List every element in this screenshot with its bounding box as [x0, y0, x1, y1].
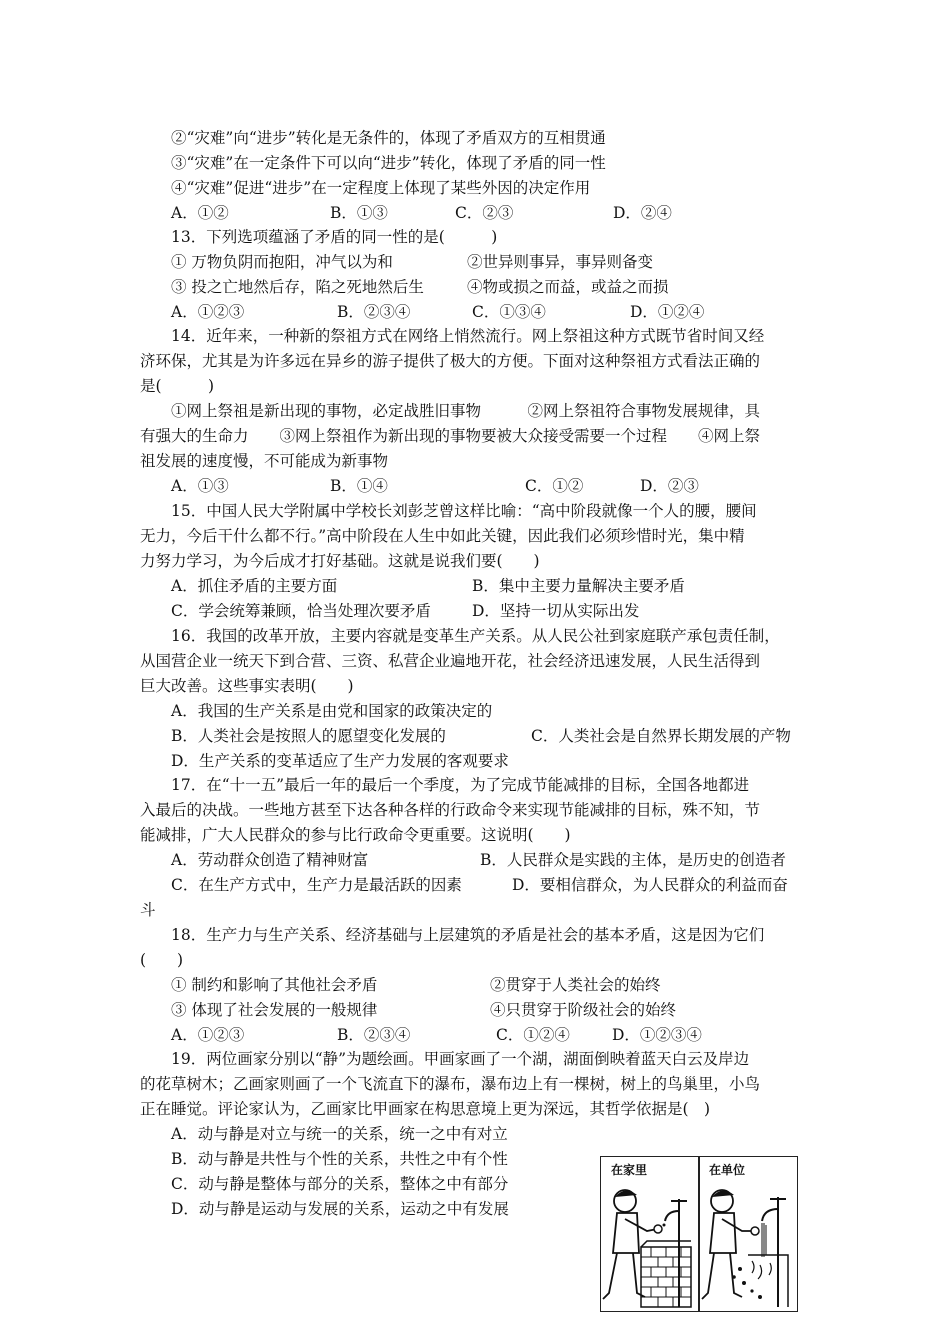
q14-statements-line-2: 有强大的生命力 ③网上祭祖作为新出现的事物要被大众接受需要一个过程 ④网上祭 — [140, 427, 761, 445]
q14-stem-line-1: 14．近年来，一种新的祭祖方式在网络上悄然流行。网上祭祖这种方式既节省时间又经 — [171, 327, 765, 345]
q14-stem-line-3: 是( ) — [140, 377, 215, 395]
q14-statements-line-3: 祖发展的速度慢，不可能成为新事物 — [140, 452, 389, 470]
q16-option-a: A．我国的生产关系是由党和国家的政策决定的 — [171, 702, 493, 720]
q13-statement-2: ②世异则事异，事异则备变 — [467, 253, 654, 271]
q18-stem-line-2: ( ) — [140, 951, 184, 969]
q18-stem-line-1: 18．生产力与生产关系、经济基础与上层建筑的矛盾是社会的基本矛盾，这是因为它们 — [171, 926, 765, 944]
q15-stem-line-3: 力努力学习，为今后成才打好基础。这就是说我们要( ) — [140, 552, 540, 570]
q18-option-c: C．①②④ — [496, 1026, 570, 1044]
q17-stem-line-2: 入最后的决战。一些地方甚至下达各种各样的行政命令来实现节能减排的目标，殊不知，节 — [140, 801, 761, 819]
q14-option-b: B．①④ — [330, 477, 388, 495]
q18-option-a: A．①②③ — [171, 1026, 245, 1044]
q17-stem-line-1: 17．在“十一五”最后一年的最后一个季度，为了完成节能减排的目标，全国各地都进 — [171, 776, 750, 794]
q14-stem-line-2: 济环保，尤其是为许多远在异乡的游子提供了极大的方便。下面对这种祭祖方式看法正确的 — [140, 352, 761, 370]
q15-stem-line-2: 无力，今后干什么都不行。”高中阶段在人生中如此关键，因此我们必须珍惜时光，集中精 — [140, 527, 745, 545]
q17-option-b: B．人民群众是实践的主体，是历史的创造者 — [480, 851, 786, 869]
q16-option-b: B．人类社会是按照人的愿望变化发展的 — [171, 727, 446, 745]
q14-statements-line-1: ①网上祭祖是新出现的事物，必定战胜旧事物 ②网上祭祖符合事物发展规律，具 — [171, 402, 761, 420]
q16-stem-line-3: 巨大改善。这些事实表明( ) — [140, 677, 354, 695]
q18-option-b: B．②③④ — [337, 1026, 411, 1044]
q17-option-c: C．在生产方式中，生产力是最活跃的因素 — [171, 876, 462, 894]
q13-option-a: A．①②③ — [171, 303, 245, 321]
q18-option-d: D．①②③④ — [612, 1026, 702, 1044]
q13-statement-1: ① 万物负阴而抱阳，冲气以为和 — [171, 253, 393, 271]
q19-option-d: D．动与静是运动与发展的关系，运动之中有发展 — [171, 1200, 509, 1218]
comic-caption-home: 在家里 — [611, 1163, 648, 1177]
q19-option-c: C．动与静是整体与部分的关系，整体之中有部分 — [171, 1175, 509, 1193]
q12-option-c: C．②③ — [455, 204, 514, 222]
q18-statement-1: ① 制约和影响了其他社会矛盾 — [171, 976, 378, 994]
comic-caption-work: 在单位 — [709, 1163, 746, 1177]
q15-option-d: D．坚持一切从实际出发 — [472, 602, 640, 620]
q16-stem-line-2: 从国营企业一统天下到合营、三资、私营企业遍地开花，社会经济迅速发展，人民生活得到 — [140, 652, 761, 670]
q15-option-b: B．集中主要力量解决主要矛盾 — [472, 577, 685, 595]
q16-option-d: D．生产关系的变革适应了生产力发展的客观要求 — [171, 752, 509, 770]
q12-statement-4: ④“灾难”促进“进步”在一定程度上体现了某些外因的决定作用 — [171, 179, 591, 197]
q12-statement-2: ②“灾难”向“进步”转化是无条件的，体现了矛盾双方的互相贯通 — [171, 129, 606, 147]
q16-option-c: C．人类社会是自然界长期发展的产物 — [531, 727, 791, 745]
q13-option-d: D．①②④ — [630, 303, 705, 321]
q19-option-a: A．动与静是对立与统一的关系，统一之中有对立 — [171, 1125, 508, 1143]
q15-option-a: A．抓住矛盾的主要方面 — [171, 577, 338, 595]
q17-option-d-wrap: 斗 — [140, 901, 156, 919]
q19-stem-line-1: 19．两位画家分别以“静”为题绘画。甲画家画了一个湖，湖面倒映着蓝天白云及岸边 — [171, 1050, 750, 1068]
q14-option-d: D．②③ — [640, 477, 699, 495]
q14-option-a: A．①③ — [171, 477, 229, 495]
q13-statement-4: ④物或损之而益，或益之而损 — [467, 278, 669, 296]
q19-stem-line-3: 正在睡觉。评论家认为，乙画家比甲画家在构思意境上更为深远，其哲学依据是( ) — [140, 1100, 711, 1118]
q19-stem-line-2: 的花草树木；乙画家则画了一个飞流直下的瀑布，瀑布边上有一棵树，树上的鸟巢里，小鸟 — [140, 1075, 761, 1093]
q13-option-b: B．②③④ — [337, 303, 411, 321]
q19-option-b: B．动与静是共性与个性的关系，共性之中有个性 — [171, 1150, 508, 1168]
q14-option-c: C．①② — [525, 477, 584, 495]
q18-statement-2: ②贯穿于人类社会的始终 — [490, 976, 661, 994]
q17-option-d: D．要相信群众，为人民群众的利益而奋 — [512, 876, 788, 894]
q18-statement-3: ③ 体现了社会发展的一般规律 — [171, 1001, 378, 1019]
comic-work-panel — [700, 1157, 797, 1310]
q13-stem: 13．下列选项蕴涵了矛盾的同一性的是( ) — [171, 228, 498, 246]
q17-option-a: A．劳动群众创造了精神财富 — [171, 851, 369, 869]
q13-statement-3: ③ 投之亡地然后存，陷之死地然后生 — [171, 278, 424, 296]
q16-stem-line-1: 16．我国的改革开放，主要内容就是变革生产关系。从人民公社到家庭联产承包责任制， — [171, 627, 780, 645]
q15-option-c: C．学会统筹兼顾，恰当处理次要矛盾 — [171, 602, 431, 620]
q13-option-c: C．①③④ — [472, 303, 546, 321]
comic-home-panel — [601, 1157, 698, 1310]
q12-statement-3: ③“灾难”在一定条件下可以向“进步”转化，体现了矛盾的同一性 — [171, 154, 606, 172]
q12-option-b: B．①③ — [330, 204, 388, 222]
q12-option-d: D．②④ — [613, 204, 672, 222]
q18-statement-4: ④只贯穿于阶级社会的始终 — [490, 1001, 677, 1019]
q15-stem-line-1: 15．中国人民大学附属中学校长刘彭芝曾这样比喻：“高中阶段就像一个人的腰，腰间 — [171, 502, 757, 520]
comic-illustration — [600, 1156, 798, 1312]
q17-stem-line-3: 能减排，广大人民群众的参与比行政命令更重要。这说明( ) — [140, 826, 571, 844]
q12-option-a: A．①② — [171, 204, 229, 222]
